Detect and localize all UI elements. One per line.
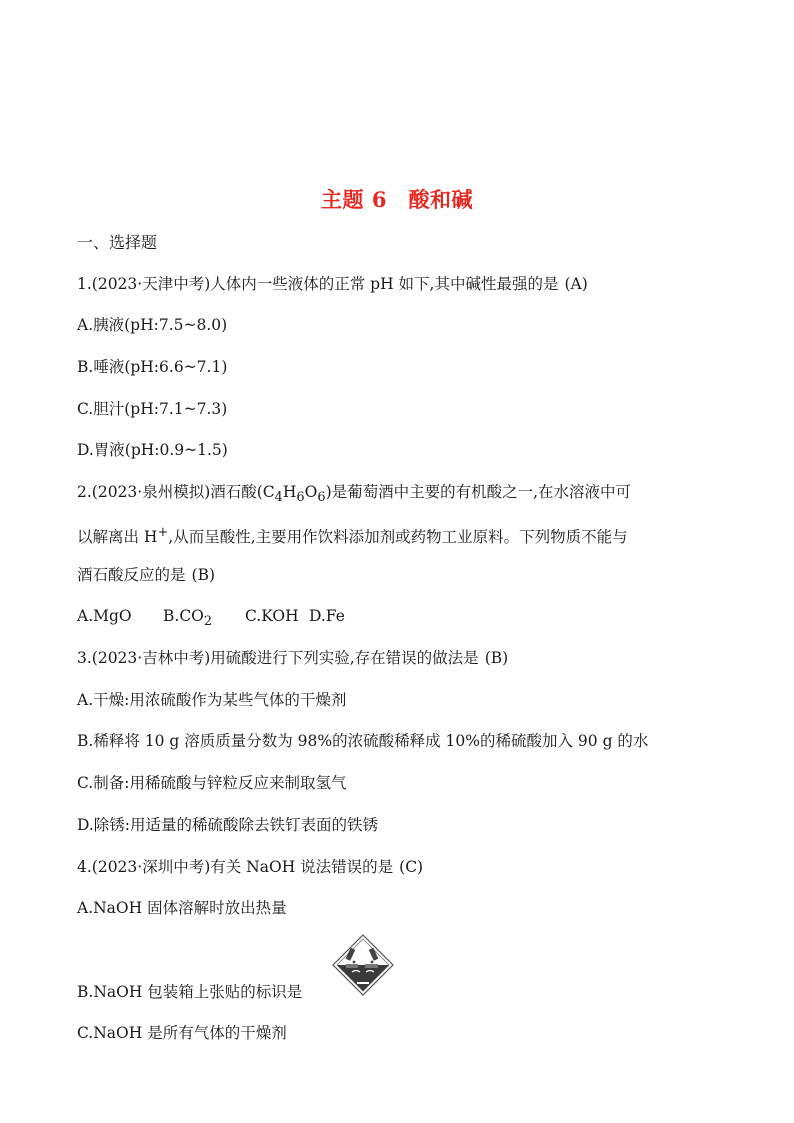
question-2-option-c: C.KOH: [245, 607, 299, 625]
question-2-text: )是葡萄酒中主要的有机酸之一,在水溶液中可: [325, 483, 632, 501]
question-4: [77, 856, 423, 878]
formula-element: H: [282, 483, 297, 501]
question-1-option-c: C.胆汁(pH:7.1~7.3): [77, 400, 228, 418]
question-4-option-b: B.NaOH 包装箱上张贴的标识是: [77, 983, 303, 1001]
formula-element: O: [304, 483, 318, 501]
question-1-stem: 1.(2023·天津中考)人体内一些液体的正常 pH 如下,其中碱性最强的是: [77, 275, 559, 293]
question-3-answer: (B): [484, 649, 509, 667]
question-2-line-3: [77, 564, 215, 586]
question-2-options: [77, 605, 345, 633]
corrosive-hazard-icon: [332, 934, 394, 996]
page-title: 主题 6 酸和碱: [321, 187, 473, 212]
question-2-text: ,从而呈酸性,主要用作饮料添加剂或药物工业原料。下列物质不能与: [168, 528, 628, 547]
subscript: 4: [274, 490, 283, 506]
question-1-option-a: A.胰液(pH:7.5~8.0): [77, 316, 228, 334]
question-2-line-1: [77, 481, 631, 509]
question-1-option-b: B.唾液(pH:6.6~7.1): [77, 358, 228, 376]
subscript: 6: [296, 490, 305, 506]
section-heading: 一、选择题: [77, 233, 158, 252]
question-2-answer: (B): [191, 566, 216, 584]
question-4-stem: 4.(2023·深圳中考)有关 NaOH 说法错误的是: [77, 858, 394, 876]
question-2-text: 以解离出 H: [77, 528, 158, 547]
question-3-stem: 3.(2023·吉林中考)用硫酸进行下列实验,存在错误的做法是: [77, 649, 479, 667]
question-2-text: 酒石酸反应的是: [77, 566, 186, 584]
question-3-option-b: B.稀释将 10 g 溶质质量分数为 98%的浓硫酸稀释成 10%的稀硫酸加入 90 g 的水: [77, 732, 649, 750]
question-1-option-d: D.胃液(pH:0.9~1.5): [77, 441, 228, 459]
superscript: +: [157, 525, 169, 540]
question-2-option-a: A.MgO: [77, 607, 132, 625]
option-text: B.CO: [163, 607, 204, 625]
question-4-option-c: C.NaOH 是所有气体的干燥剂: [77, 1024, 287, 1042]
question-2-text: 2.(2023·泉州模拟)酒石酸(C: [77, 483, 275, 501]
question-3: [77, 647, 508, 669]
question-4-option-a: A.NaOH 固体溶解时放出热量: [77, 899, 287, 917]
subscript: 2: [203, 614, 213, 630]
question-4-answer: (C): [399, 858, 424, 876]
question-3-option-d: D.除锈:用适量的稀硫酸除去铁钉表面的铁锈: [77, 816, 379, 834]
question-1: [77, 273, 588, 295]
question-2-option-b: [163, 605, 245, 633]
question-2-line-2: [77, 522, 628, 548]
question-3-option-a: A.干燥:用浓硫酸作为某些气体的干燥剂: [77, 691, 347, 709]
question-1-answer: (A): [564, 275, 588, 293]
subscript: 6: [317, 490, 326, 506]
question-2-option-d: D.Fe: [309, 607, 345, 625]
question-3-option-c: C.制备:用稀硫酸与锌粒反应来制取氢气: [77, 774, 347, 792]
